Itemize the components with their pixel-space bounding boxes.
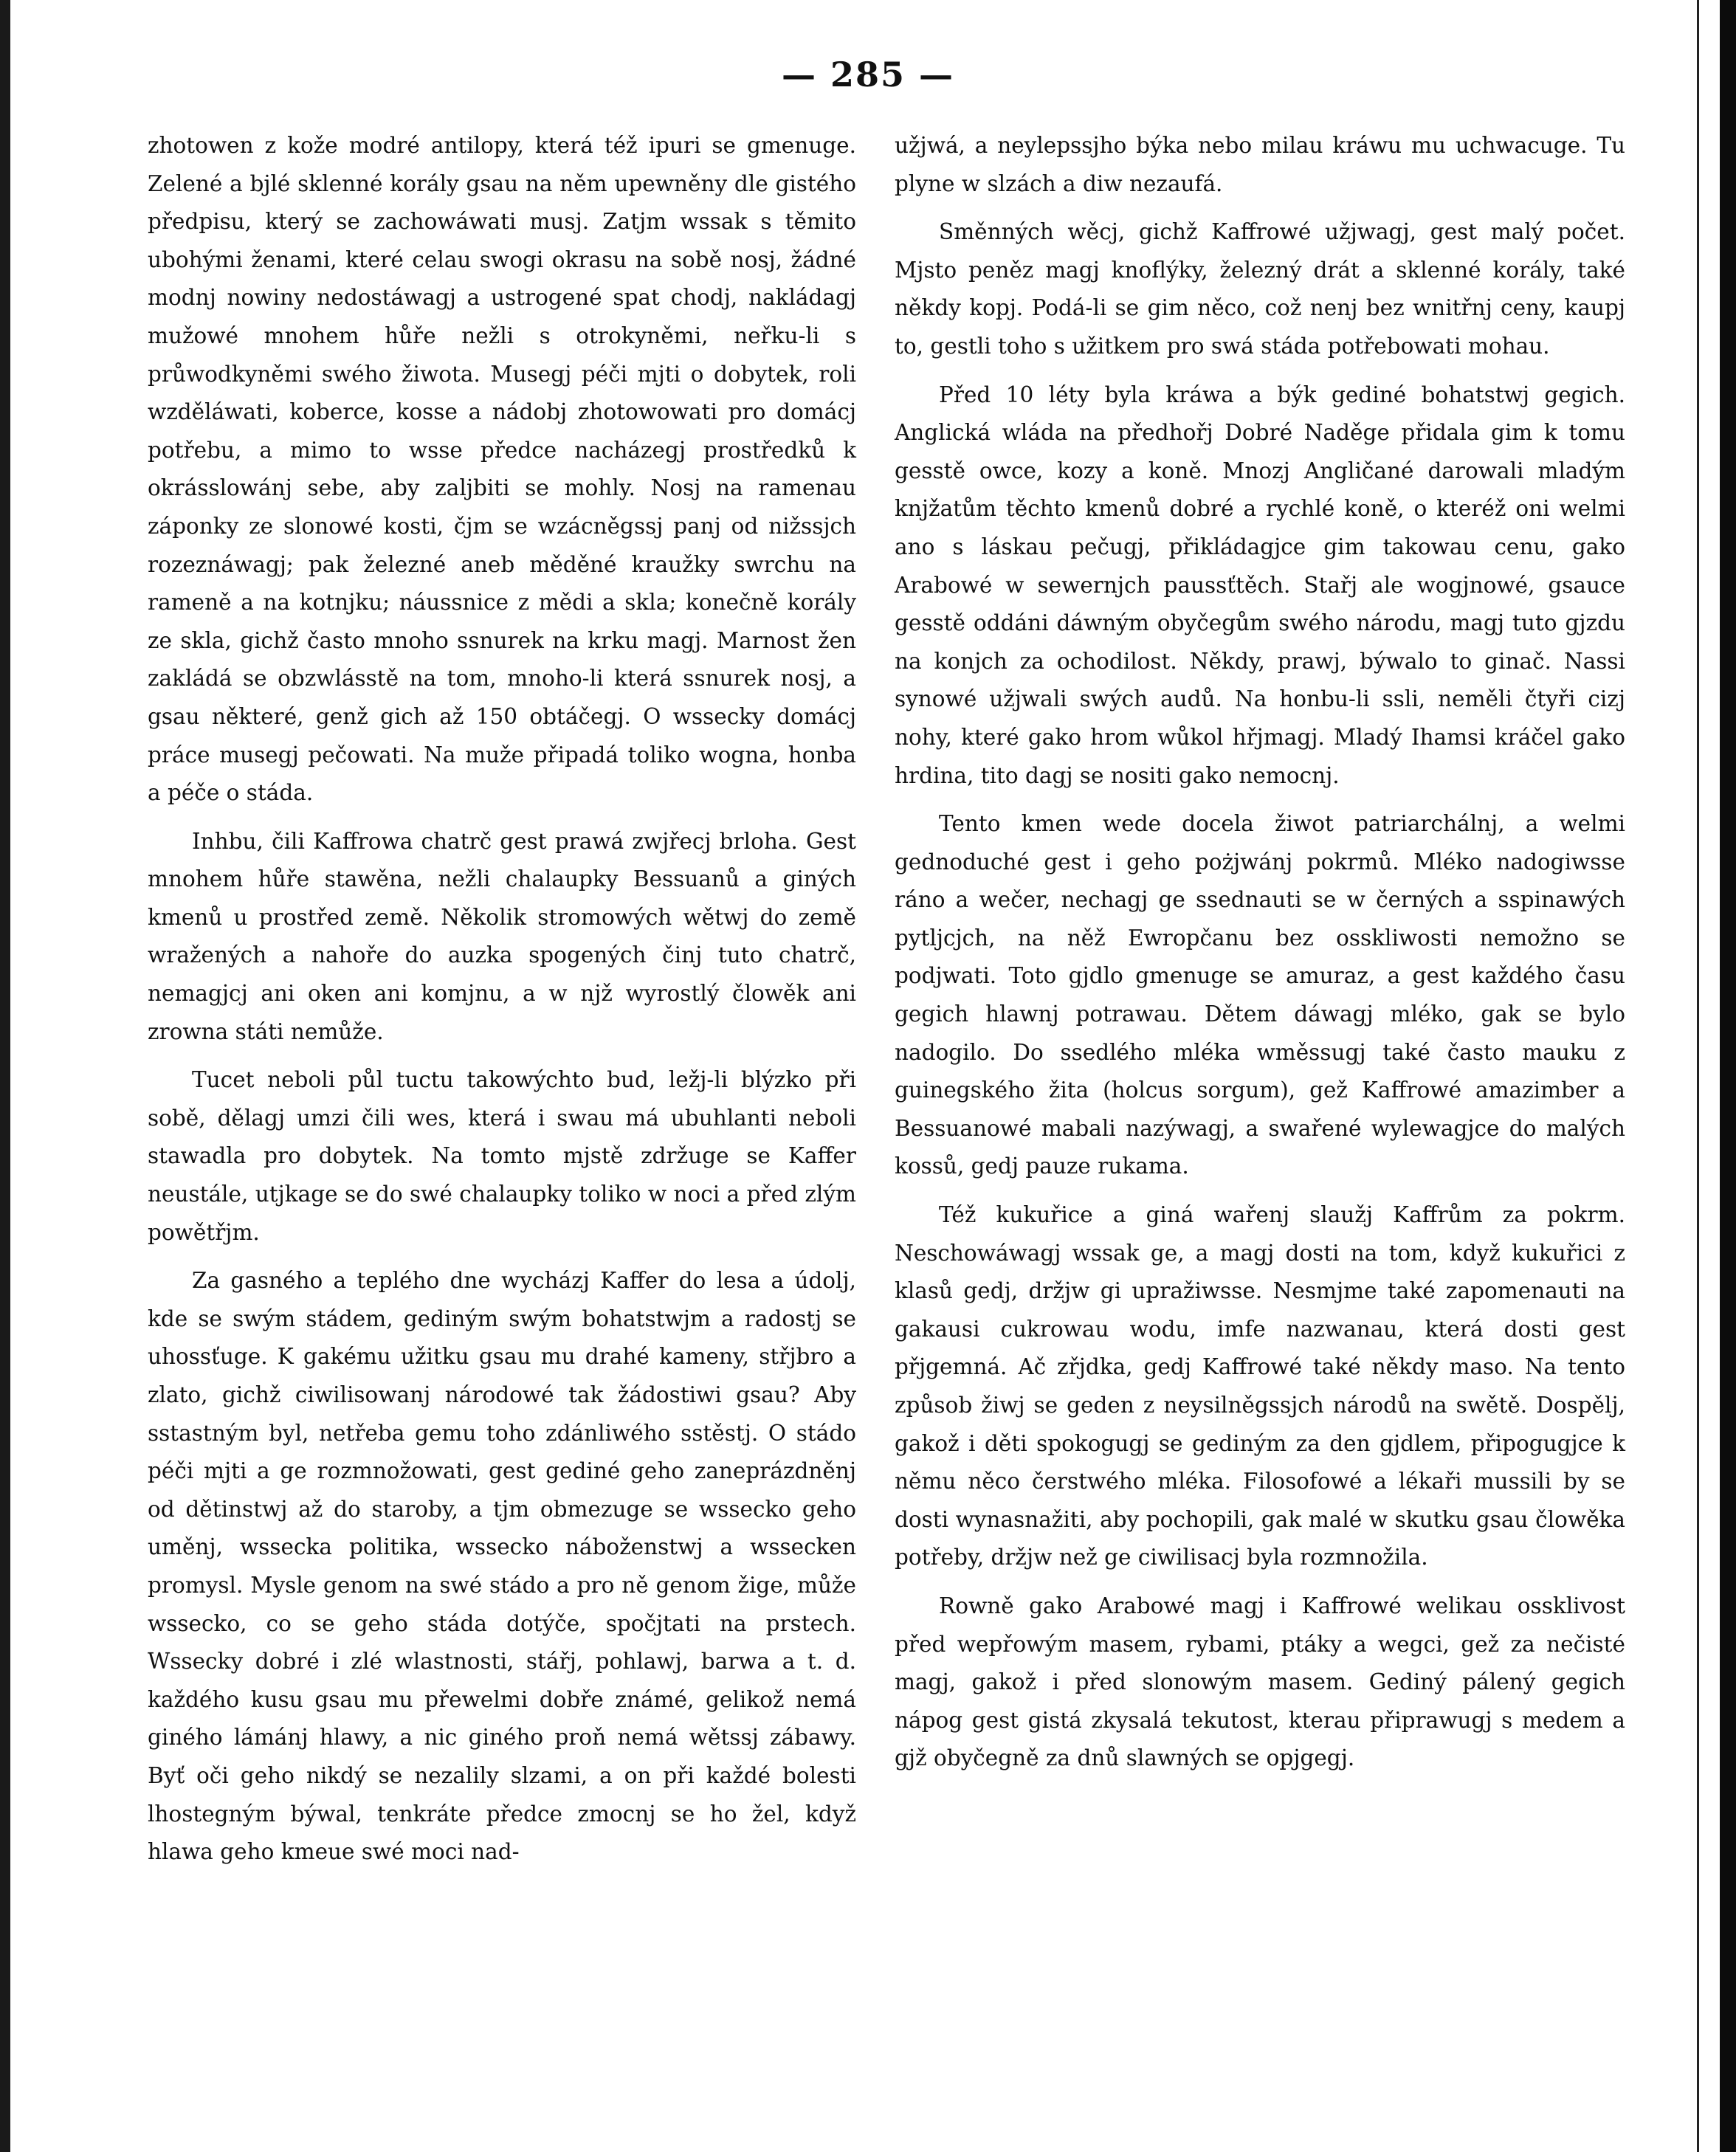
paragraph: Rowně gako Arabowé magj i Kaffrowé welikau ossklivost před wepřowým masem, rybami, ptáky a wegci, gež za nečisté magj, gakož i před slonowým masem. Gediný pálený gegich nápog gest gistá zkysalá tekutost, kterau připrawugj s medem a gjž obyčegně za dnů slawných se opjgegj. <box>895 1593 1625 1771</box>
paragraph: Též kukuřice a giná wařenj slaužj Kaffrům za pokrm. Neschowáwagj wssak ge, a magj dosti na tom, když kukuřici z klasů gedj, držjw gi upražiwsse. Nesmjme také zapomenauti na gakausi cukrowau wodu, imfe nazwanau, která dosti gest přjgemná. Ač zřjdka, gedj Kaffrowé také někdy maso. Na tento způsob žiwj se geden z neysilněgssjch národů na swětě. Dospělj, gakož i děti spokogugj se gediným za den gjdlem, připogugjce k němu něco čerstwého mléka. Filosofowé a lékaři mussili by se dosti wynasnažiti, aby pochopili, gak malé w skutku gsau člowěka potřeby, držjw než ge ciwilisacj byla rozmnožila. <box>895 1202 1625 1570</box>
page-left-shadow <box>0 0 10 2152</box>
paragraph: zhotowen z kože modré antilopy, která též ipuri se gmenuge. Zelené a bjlé sklenné korály gsau na něm upewněny dle gistého předpisu, který se zachowáwati musj. Zatjm wssak s těmito ubohými ženami, které celau swogi okrasu na sobě nosj, žádné modnj nowiny nedostáwagj a ustrogené spat chodj, nakládagj mužowé mnohem hůře nežli s otrokyněmi, neřku-li s průwodkyněmi swého žiwota. Musegj péči mjti o dobytek, roli wzděláwati, koberce, kosse a nádobj zhotowowati pro domácj potřebu, a mimo to wsse předce nacházegj prostředků k okrásslowánj sebe, aby zaljbiti se mohly. Nosj na ramenau záponky ze slonowé kosti, čjm se wzácněgssj panj od nižssjch rozeznáwagj; pak železné aneb měděné kraužky swrchu na rameně a na kotnjku; náussnice z mědi a skla; konečně korály ze skla, gichž často mnoho ssnurek na krku magj. Marnost žen zakládá se obzwlásstě na tom, mnoho-li která ssnurek nosj, a gsau některé, genž gich až 150 obtáčegj. O wssecky domácj práce musegj pečowati. Na muže připadá toliko wogna, honba a péče o stáda. <box>148 133 856 806</box>
paragraph: Za gasného a teplého dne wycházj Kaffer do lesa a údolj, kde se swým stádem, gediným swým bohatstwjm a radostj se uhossťuge. K gakému užitku gsau mu drahé kameny, střjbro a zlato, gichž ciwilisowanj národowé tak žádostiwi gsau? Aby sstastným byl, netřeba gemu toho zdánliwého sstěstj. O stádo péči mjti a ge rozmnožowati, gest gediné geho zaneprázdněnj od dětinstwj až do staroby, a tjm obmezuge se wssecko geho uměnj, wssecka politika, wssecko náboženstwj a wssecken promysl. Mysle genom na swé stádo a pro ně genom žige, může wssecko, co se geho stáda dotýče, spočjtati na prstech. Wssecky dobré i zlé wlastnosti, stářj, pohlawj, barwa a t. d. každého kusu gsau mu přewelmi dobře známé, gelikož nemá giného lámánj hlawy, a nic giného proň nemá wětssj zábawy. Byť oči geho nikdý se nezalily slzami, a on při každé bolesti lhostegným býwal, tenkráte předce zmocnj se ho žel, když hlawa geho kmeue swé moci nad- <box>148 1268 856 1865</box>
paragraph: Tento kmen wede docela žiwot patriarchálnj, a welmi gednoduché gest i geho pożjwánj pokrmů. Mléko nadogiwsse ráno a wečer, nechagj ge ssednauti se w černých a sspinawých pytljcjch, na něž Ewropčanu bez osskliwosti nemožno se podjwati. Toto gjdlo gmenuge se amuraz, a gest každého času gegich hlawnj potrawau. Dětem dáwagj mléko, gak se bylo nadogilo. Do ssedlého mléka wměssugj také často mauku z guinegského žita (holcus sorgum), gež Kaffrowé amazimber a Bessuanowé mabali nazýwagj, a swařené wylewagjce do malých kossů, gedj pauze rukama. <box>895 811 1625 1179</box>
paragraph: Tucet neboli půl tuctu takowýchto bud, ležj-li blýzko při sobě, dělagj umzi čili wes, která i swau má ubuhlanti neboli stawadla pro dobytek. Na tomto mjstě zdržuge se Kaffer neustále, utjkage se do swé chalaupky toliko w noci a před zlým powětřjm. <box>148 1067 856 1245</box>
paragraph: užjwá, a neylepssjho býka nebo milau kráwu mu uchwacuge. Tu plyne w slzách a diw nezaufá. <box>895 133 1625 196</box>
left-column <box>148 127 856 1872</box>
page-right-shadow <box>1720 0 1736 2152</box>
paragraph: Směnných wěcj, gichž Kaffrowé užjwagj, gest malý počet. Mjsto peněz magj knoflýky, železný drát a sklenné korály, také někdy kopj. Podá-li se gim něco, což nenj bez wnitřnj ceny, kaupj to, gestli toho s užitkem pro swá stáda potřebowati mohau. <box>895 219 1625 359</box>
right-column <box>895 127 1625 1778</box>
page-right-rule <box>1697 0 1699 2152</box>
paragraph: Inhbu, čili Kaffrowa chatrč gest prawá zwjřecj brloha. Gest mnohem hůře stawěna, nežli chalaupky Bessuanů a giných kmenů u prostřed země. Několik stromowých wětwj do země wražených a nahoře do auzka spogených činj tuto chatrč, nemagjcj ani oken ani komjnu, a w njž wyrostlý člowěk ani zrowna státi nemůže. <box>148 828 856 1044</box>
paragraph: Před 10 léty byla kráwa a býk gediné bohatstwj gegich. Anglická wláda na předhořj Dobré Naděge přidala gim k tomu gesstě owce, kozy a koně. Mnozj Angličané darowali mladým knjžatům těchto kmenů dobré a rychlé koně, o kteréž oni welmi ano s láskau pečugj, přikládagjce gim takowau cenu, gako Arabowé w sewernjch paussťtěch. Stařj ale wogjnowé, gsauce gesstě oddáni dáwným obyčegům swého národu, magj tuto gjzdu na konjch za ochodilost. Někdy, prawj, býwalo to ginač. Nassi synowé užjwali swých audů. Na honbu-li ssli, neměli čtyři cizj nohy, které gako hrom wůkol hřjmagj. Mladý Ihamsi kráčel gako hrdina, tito dagj se nositi gako nemocnj. <box>895 382 1625 788</box>
page-number: — 285 — <box>781 55 955 94</box>
